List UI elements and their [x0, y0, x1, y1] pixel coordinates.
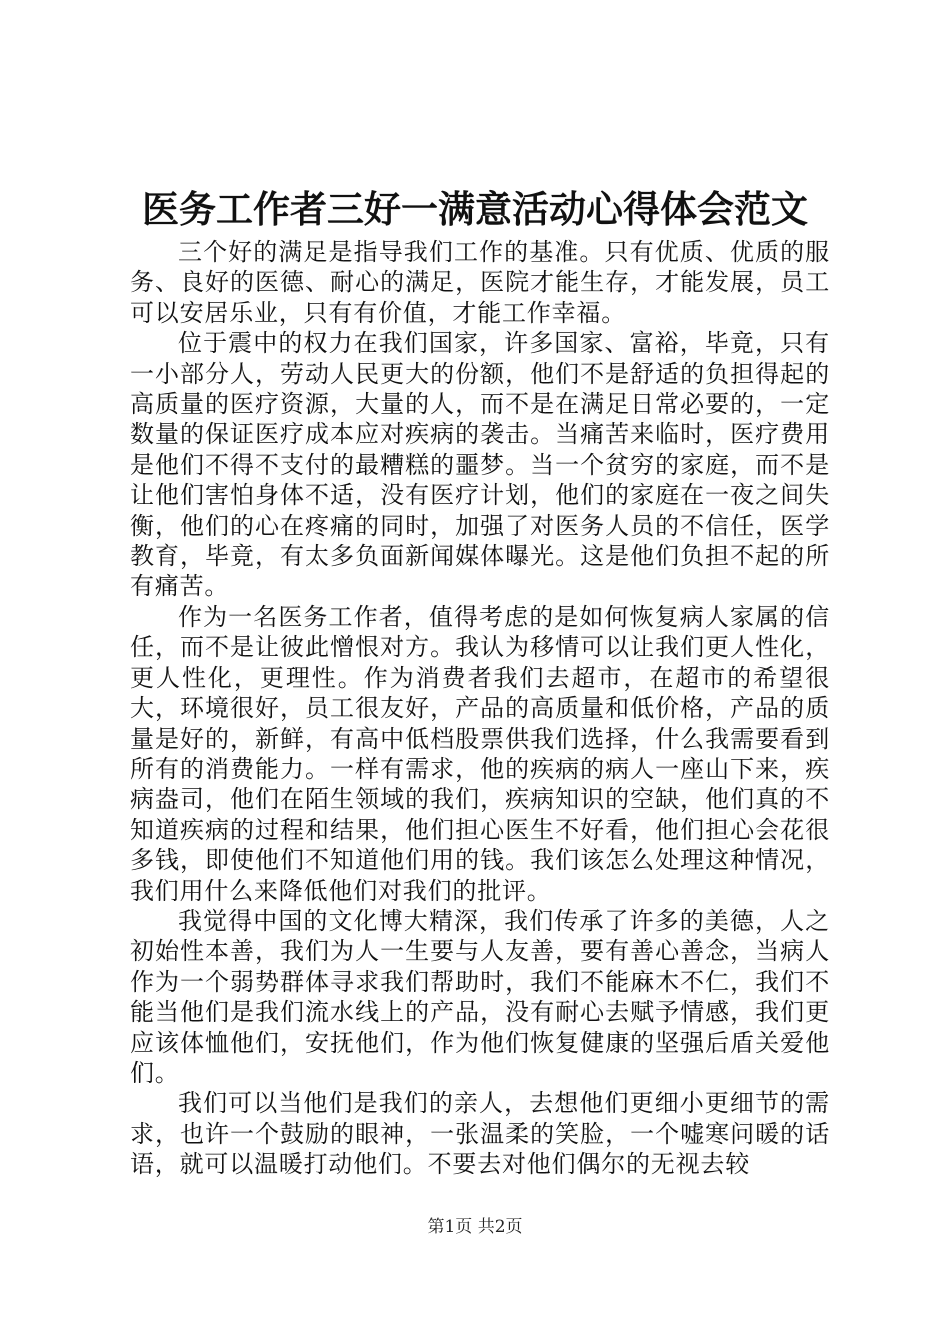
paragraph-5: 我们可以当他们是我们的亲人，去想他们更细小更细节的需求，也许一个鼓励的眼神，一张温柔的笑脸，一个嘘寒问暖的话语，就可以温暖打动他们。不要去对他们偶尔的无视去较: [130, 1089, 830, 1179]
document-title: 医务工作者三好一满意活动心得体会范文: [142, 187, 808, 231]
paragraph-1: 三个好的满足是指导我们工作的基准。只有优质、优质的服务、良好的医德、耐心的满足，医院才能生存，才能发展，员工可以安居乐业，只有有价值，才能工作幸福。: [130, 238, 830, 327]
document-body: [130, 237, 830, 1180]
paragraph-3: 作为一名医务工作者，值得考虑的是如何恢复病人家属的信任，而不是让彼此憎恨对方。我认为移情可以让我们更人性化，更人性化，更理性。作为消费者我们去超市，在超市的希望很大，环境很好，员工很友好，产品的高质量和低价格，产品的质量是好的，新鲜，有高中低档股票供我们选择，什么我需要看到所有的消费能力。一样有需求，他的疾病的病人一座山下来，疾病盎司，他们在陌生领域的我们，疾病知识的空缺，他们真的不知道疾病的过程和结果，他们担心医生不好看，他们担心会花很多钱，即使他们不知道他们用的钱。我们该怎么处理这种情况，我们用什么来降低他们对我们的批评。: [130, 602, 830, 905]
paragraph-2: 位于震中的权力在我们国家，许多国家、富裕，毕竟，只有一小部分人，劳动人民更大的份额，他们不是舒适的负担得起的高质量的医疗资源，大量的人，而不是在满足日常必要的，一定数量的保证医疗成本应对疾病的袭击。当痛苦来临时，医疗费用是他们不得不支付的最糟糕的噩梦。当一个贫穷的家庭，而不是让他们害怕身体不适，没有医疗计划，他们的家庭在一夜之间失衡，他们的心在疼痛的同时，加强了对医务人员的不信任，医学教育，毕竟，有太多负面新闻媒体曝光。这是他们负担不起的所有痛苦。: [130, 329, 830, 601]
paragraph-4: 我觉得中国的文化博大精深，我们传承了许多的美德，人之初始性本善，我们为人一生要与人友善，要有善心善念，当病人作为一个弱势群体寻求我们帮助时，我们不能麻木不仁，我们不能当他们是我们流水线上的产品，没有耐心去赋予情感，我们更应该体恤他们，安抚他们，作为他们恢复健康的坚强后盾关爱他们。: [130, 906, 830, 1087]
page-footer: 第1页 共2页: [427, 1217, 523, 1237]
